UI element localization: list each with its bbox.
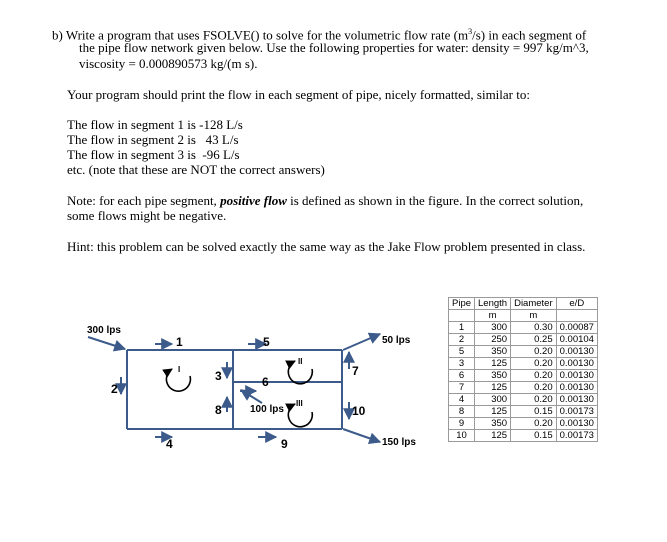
cell-length: 125 <box>475 430 511 442</box>
cell-diameter: 0.30 <box>511 322 557 334</box>
cell-pipe: 7 <box>449 382 475 394</box>
outflow-bottom-arrow <box>343 429 380 442</box>
table-units-row <box>449 310 598 322</box>
pipe-properties-table <box>448 297 598 442</box>
cell-diameter: 0.20 <box>511 358 557 370</box>
hint-line: Hint: this problem can be solved exactly the same way as the Jake Flow problem presented in class. <box>67 239 586 254</box>
mid-flow-label: 100 lps <box>250 404 284 415</box>
cell-ed: 0.00130 <box>556 346 597 358</box>
loop-label-1: I <box>178 365 181 374</box>
cell-pipe: 3 <box>449 358 475 370</box>
example-line-4: etc. (note that these are NOT the correct answers) <box>67 162 325 177</box>
cell-ed: 0.00087 <box>556 322 597 334</box>
cell-length: 125 <box>475 382 511 394</box>
header-length: Length <box>475 298 511 310</box>
header-ed: e/D <box>556 298 597 310</box>
unit-diameter: m <box>511 310 557 322</box>
cell-length: 350 <box>475 418 511 430</box>
cell-pipe: 2 <box>449 334 475 346</box>
cell-ed: 0.00130 <box>556 382 597 394</box>
cell-ed: 0.00130 <box>556 358 597 370</box>
table-row <box>449 334 598 346</box>
cell-pipe: 10 <box>449 430 475 442</box>
problem-line-2: the pipe flow network given below. Use the following properties for water: density = 997 kg/m^3, <box>79 40 589 55</box>
inflow-arrow <box>88 337 125 349</box>
cell-diameter: 0.15 <box>511 406 557 418</box>
cell-length: 300 <box>475 322 511 334</box>
cell-length: 300 <box>475 394 511 406</box>
cell-length: 350 <box>475 370 511 382</box>
cell-pipe: 9 <box>449 418 475 430</box>
unit-ed <box>556 310 597 322</box>
header-pipe: Pipe <box>449 298 475 310</box>
cell-pipe: 4 <box>449 394 475 406</box>
table-row <box>449 418 598 430</box>
table-row <box>449 358 598 370</box>
cell-diameter: 0.20 <box>511 418 557 430</box>
cell-ed: 0.00130 <box>556 370 597 382</box>
print-instruction: Your program should print the flow in each segment of pipe, nicely formatted, similar to: <box>67 87 530 102</box>
cell-diameter: 0.20 <box>511 346 557 358</box>
cell-pipe: 6 <box>449 370 475 382</box>
segment-label-8: 8 <box>215 403 222 417</box>
loop-label-2: II <box>298 357 303 366</box>
note-post: is defined as shown in the figure. In the correct solution, <box>286 193 584 208</box>
table-row <box>449 394 598 406</box>
table-row <box>449 346 598 358</box>
example-line-1: The flow in segment 1 is -128 L/s <box>67 117 243 132</box>
note-pre: Note: for each pipe segment, <box>67 193 221 208</box>
segment-label-5: 5 <box>263 335 270 349</box>
table-row <box>449 382 598 394</box>
loop-label-3: III <box>296 399 303 408</box>
segment-label-9: 9 <box>281 437 288 451</box>
note-emph: positive flow <box>220 193 287 208</box>
segment-label-1: 1 <box>176 335 183 349</box>
table-row <box>449 370 598 382</box>
table-header-row <box>449 298 598 310</box>
cell-diameter: 0.20 <box>511 394 557 406</box>
unit-pipe <box>449 310 475 322</box>
line1-sup: 3 <box>468 27 473 36</box>
inflow-label: 300 lps <box>87 325 121 336</box>
cell-length: 250 <box>475 334 511 346</box>
outflow-bottom-label: 150 lps <box>382 437 416 448</box>
cell-ed: 0.00130 <box>556 418 597 430</box>
cell-ed: 0.00104 <box>556 334 597 346</box>
line1-pre: b) Write a program that uses FSOLVE() to solve for the volumetric flow rate (m <box>52 27 469 43</box>
cell-diameter: 0.25 <box>511 334 557 346</box>
cell-pipe: 8 <box>449 406 475 418</box>
cell-ed: 0.00130 <box>556 394 597 406</box>
note-line-2: some flows might be negative. <box>67 208 227 223</box>
cell-diameter: 0.20 <box>511 370 557 382</box>
cell-ed: 0.00173 <box>556 430 597 442</box>
cell-length: 125 <box>475 406 511 418</box>
cell-pipe: 1 <box>449 322 475 334</box>
cell-pipe: 5 <box>449 346 475 358</box>
segment-label-4: 4 <box>166 437 173 451</box>
segment-label-2: 2 <box>111 382 118 396</box>
cell-diameter: 0.20 <box>511 382 557 394</box>
segment-label-3: 3 <box>215 369 222 383</box>
cell-ed: 0.00173 <box>556 406 597 418</box>
cell-length: 125 <box>475 358 511 370</box>
cell-diameter: 0.15 <box>511 430 557 442</box>
cell-length: 350 <box>475 346 511 358</box>
segment-label-10: 10 <box>352 404 366 418</box>
example-line-3: The flow in segment 3 is -96 L/s <box>67 147 240 162</box>
header-diameter: Diameter <box>511 298 557 310</box>
outflow-top-label: 50 lps <box>382 335 411 346</box>
outflow-top-arrow <box>343 334 380 350</box>
problem-line-3: viscosity = 0.000890573 kg/(m s). <box>79 56 258 71</box>
table-row <box>449 430 598 442</box>
example-line-2: The flow in segment 2 is 43 L/s <box>67 132 239 147</box>
table-row <box>449 406 598 418</box>
segment-label-7: 7 <box>352 364 359 378</box>
line1-post: /s) in each segment of <box>472 27 587 43</box>
segment-label-6: 6 <box>262 375 269 389</box>
unit-length: m <box>475 310 511 322</box>
table-row <box>449 322 598 334</box>
